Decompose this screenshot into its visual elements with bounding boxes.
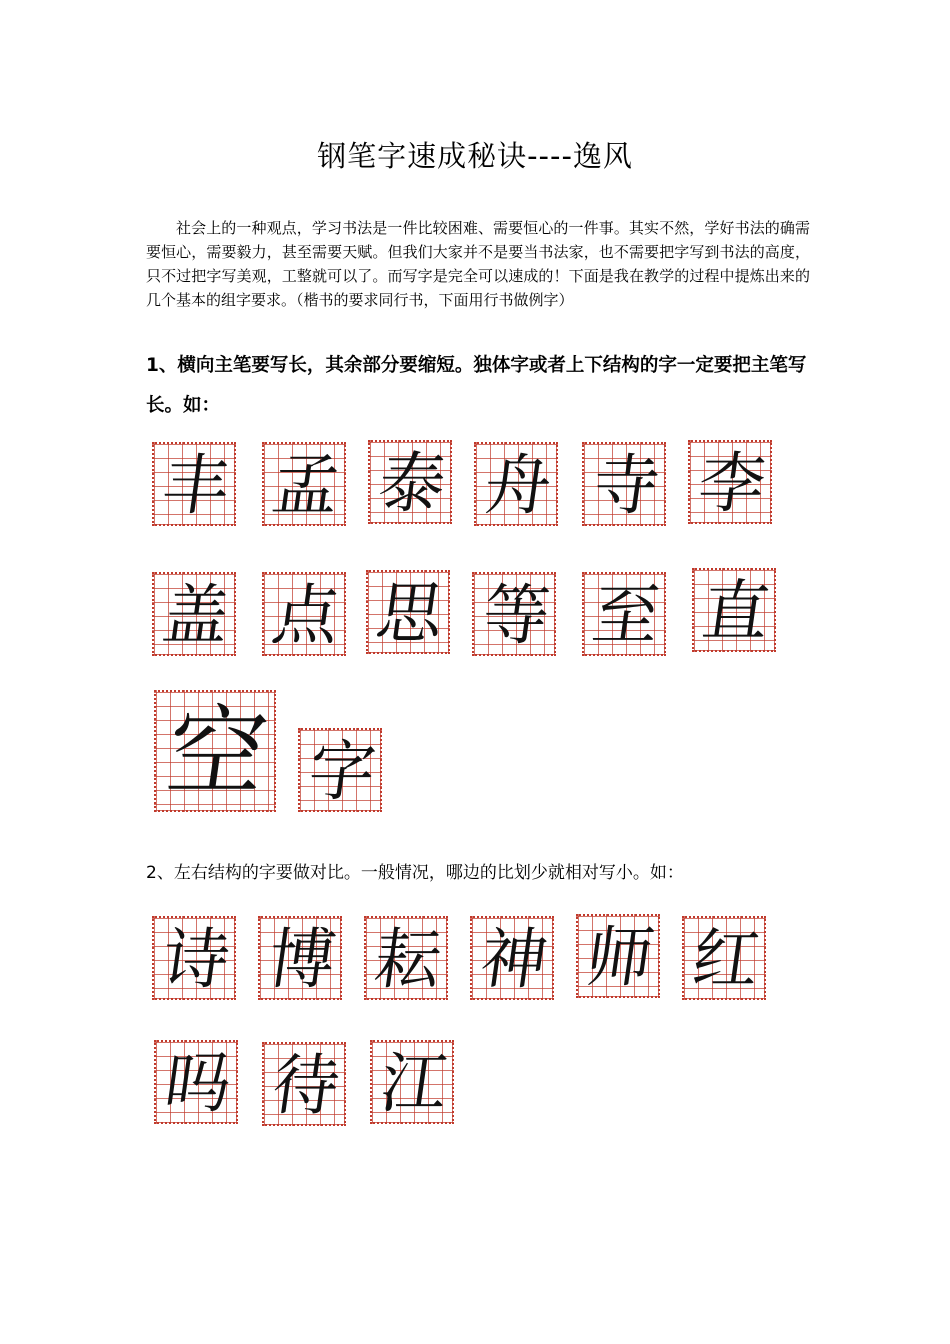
calligraphy-cell [582, 442, 666, 526]
calligraphy-cell [470, 916, 554, 1000]
example-character: 泰 [373, 445, 451, 522]
calligraphy-cell [262, 442, 346, 526]
example-character: 直 [697, 573, 775, 650]
calligraphy-cell [582, 572, 666, 656]
calligraphy-cell [472, 572, 556, 656]
example-character: 博 [263, 921, 341, 998]
calligraphy-cell [688, 440, 772, 524]
example-character: 字 [303, 733, 381, 810]
example-character: 至 [587, 577, 665, 654]
example-character: 空 [159, 696, 275, 810]
calligraphy-cell [152, 916, 236, 1000]
example-character: 吗 [159, 1045, 237, 1122]
example-character: 等 [477, 577, 555, 654]
calligraphy-cell [474, 442, 558, 526]
example-character: 师 [581, 919, 659, 996]
doc-title: 钢笔字速成秘诀----逸风 [317, 139, 633, 173]
calligraphy-cell [368, 440, 452, 524]
calligraphy-cell [258, 916, 342, 1000]
example-character: 李 [693, 445, 771, 522]
example-character: 待 [267, 1047, 345, 1124]
example-character: 寺 [587, 447, 665, 524]
example-character: 丰 [157, 447, 235, 524]
example-character: 江 [375, 1045, 453, 1122]
calligraphy-cell [692, 568, 776, 652]
calligraphy-cell [682, 916, 766, 1000]
example-character: 诗 [157, 921, 235, 998]
example-character: 舟 [479, 447, 557, 524]
calligraphy-cell [152, 442, 236, 526]
example-character: 耘 [369, 921, 447, 998]
example-character: 点 [267, 577, 345, 654]
calligraphy-cell [576, 914, 660, 998]
example-character: 孟 [267, 447, 345, 524]
calligraphy-cell [154, 1040, 238, 1124]
calligraphy-cell [152, 572, 236, 656]
calligraphy-cell [154, 690, 276, 812]
example-character: 神 [475, 921, 553, 998]
calligraphy-cell [262, 1042, 346, 1126]
calligraphy-cell [370, 1040, 454, 1124]
example-character: 红 [687, 921, 765, 998]
example-character: 盖 [157, 577, 235, 654]
calligraphy-cell [262, 572, 346, 656]
example-character: 思 [371, 575, 449, 652]
calligraphy-cell [366, 570, 450, 654]
rule-2-heading: 2、左右结构的字要做对比。一般情况，哪边的比划少就相对写小。如： [146, 863, 684, 883]
rule-1-heading: 1、横向主笔要写长，其余部分要缩短。独体字或者上下结构的字一定要把主笔写长。如： [146, 355, 807, 416]
calligraphy-cell [298, 728, 382, 812]
calligraphy-cell [364, 916, 448, 1000]
intro-paragraph: 社会上的一种观点，学习书法是一件比较困难、需要恒心的一件事。其实不然，学好书法的确需要恒心，需要毅力，甚至需要天赋。但我们大家并不是要当书法家，也不需要把字写到书法的高度，只不过把字写美观，工整就可以了。而写字是完全可以速成的！下面是我在教学的过程中提炼出来的几个基本的组字要求。（楷书的要求同行书，下面用行书做例字） [146, 219, 810, 309]
